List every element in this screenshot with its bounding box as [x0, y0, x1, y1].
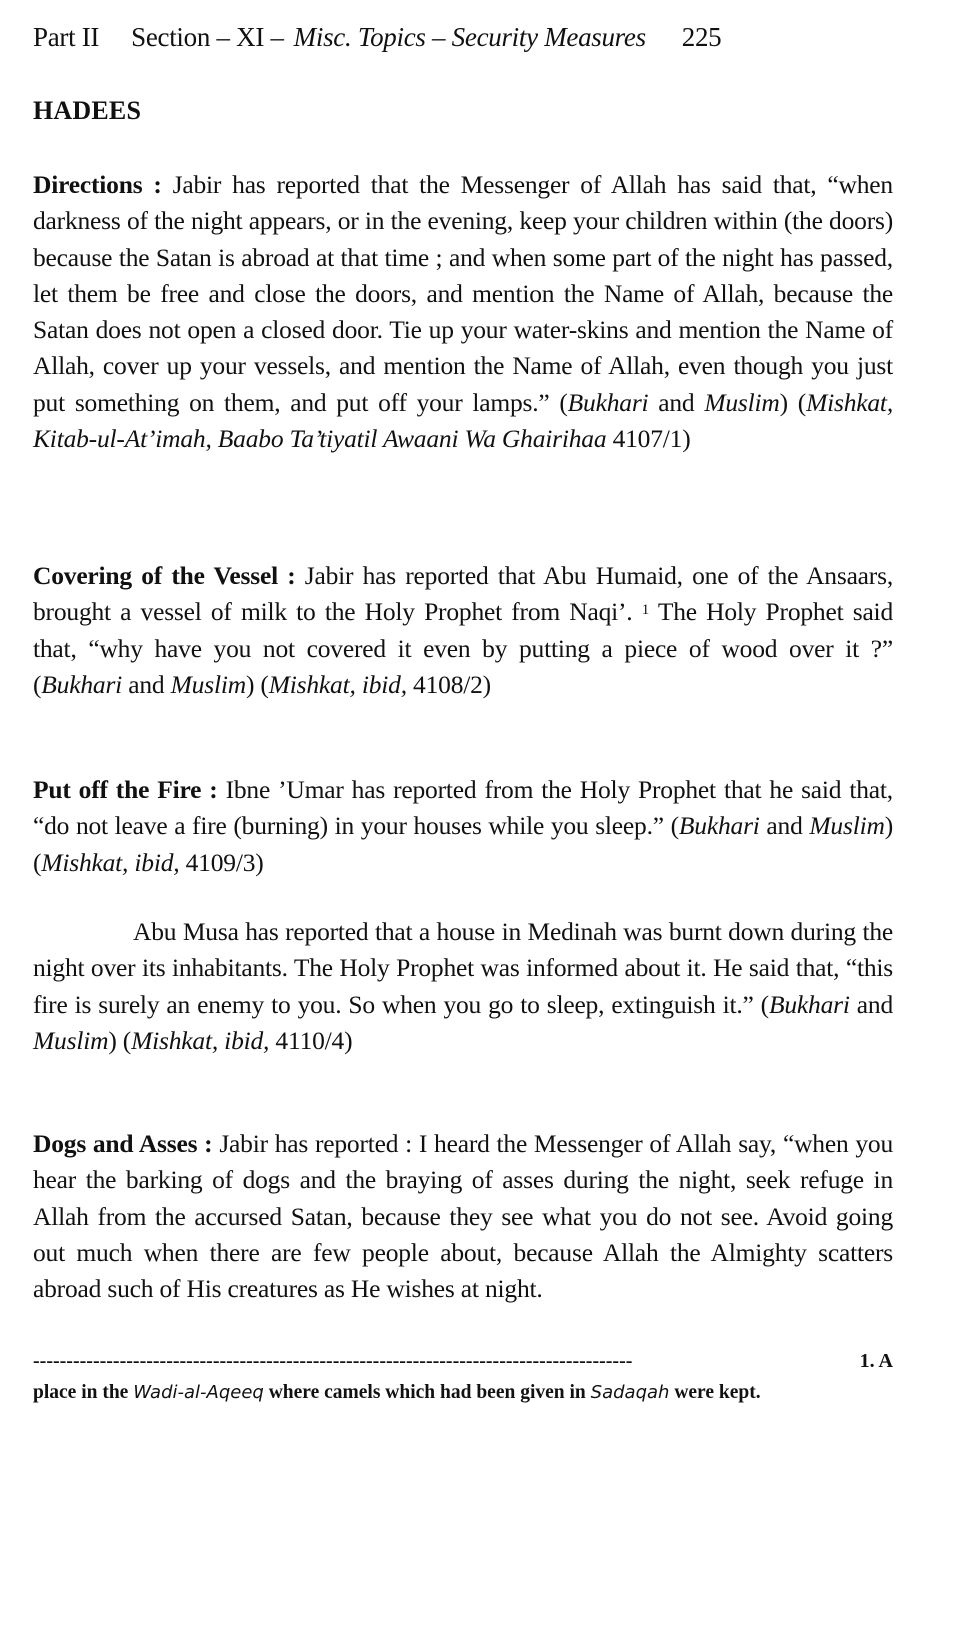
paragraph-put-off-fire	[33, 772, 893, 881]
paragraph-title: Put off the Fire :	[33, 775, 218, 804]
paragraph-text: Abu Musa has reported that a house in Medinah was burnt down during the night over its inhabitants. The Holy Prophet was informed about it. He said that, “this fire is surely an enemy to you. So when you go to sleep, extinguish it.” (	[33, 917, 893, 1019]
citation-punct: ) (	[779, 387, 807, 417]
paragraph-text: Jabir has reported : I heard the Messenger of Allah say, “when you hear the barking of dogs and the braying of asses during the night, seek refuge in Allah from the accursed Satan, because they see what you do not see. Avoid going out much when there are few people about, because Allah the Almighty scatters abroad such of His creatures as He wishes at night.	[33, 1129, 893, 1304]
paragraph-dogs-and-asses	[33, 1126, 893, 1307]
citation-reference: Mishkat, ibid,	[41, 847, 180, 877]
citation-number: 4108/2)	[406, 669, 491, 699]
citation-source: Muslim	[33, 1025, 109, 1055]
paragraph-text: Ibne ’Umar has reported from the Holy Prophet that he said that, “do not leave a fire (burning) in your houses while you sleep.” (	[33, 775, 893, 841]
citation-source: Muslim	[809, 811, 885, 841]
running-head-topic: Misc. Topics – Security Measures	[293, 22, 646, 52]
citation-punct: ) (	[33, 811, 893, 877]
citation-number: 4109/3)	[179, 847, 264, 877]
citation-joiner: and	[122, 669, 171, 699]
citation-source: Muslim	[170, 669, 246, 699]
paragraph-covering-vessel	[33, 558, 893, 703]
paragraph-directions	[33, 167, 893, 457]
citation-joiner: and	[759, 811, 810, 841]
citation-source: Muslim	[704, 387, 780, 417]
footnote-segment: place in the	[33, 1382, 134, 1403]
footnote-segment: where camels which had been given in	[263, 1382, 591, 1403]
citation-source: Bukhari	[678, 811, 760, 841]
citation-joiner: and	[849, 989, 893, 1019]
paragraph-abu-musa	[33, 914, 893, 1059]
citation-reference: Mishkat, ibid,	[131, 1025, 270, 1055]
footnote-term: Sadaqah	[590, 1382, 670, 1403]
running-head-part: Part II	[33, 22, 100, 52]
paragraph-title: Dogs and Asses :	[33, 1129, 213, 1158]
citation-source: Bukhari	[567, 387, 649, 417]
citation-number: 4107/1)	[606, 424, 691, 454]
section-heading: HADEES	[33, 96, 142, 125]
paragraph-text: The Holy Prophet said that, “why have you not covered it even by putting a piece of wood over it ?” (	[33, 597, 893, 699]
page-number: 225	[681, 22, 722, 52]
running-head-section: Section – XI –	[131, 22, 284, 52]
footnote-text	[33, 1378, 893, 1407]
citation-joiner: and	[648, 387, 705, 417]
paragraph-text: Jabir has reported that the Messenger of Allah has said that, “when darkness of the night appears, or in the evening, keep your children within (the doors) because the Satan is abroad at that time ; and when some part of the night has passed, let them be free and close the doors, and mention the Name of Allah, because the Satan does not open a closed door. Tie up your water-skins and mention the Name of Allah, cover up your vessels, and mention the Name of Allah, even though you just put something on them, and put off your lamps.” (	[33, 170, 893, 417]
footnote-place: Wadi-al-Aqeeq	[133, 1382, 264, 1403]
paragraph-title: Covering of the Vessel :	[33, 561, 296, 590]
citation-number: 4110/4)	[269, 1025, 353, 1055]
citation-source: Bukhari	[768, 989, 850, 1019]
footnote-marker: 1	[641, 602, 650, 619]
citation-punct: ) (	[245, 669, 269, 699]
citation-source: Bukhari	[41, 669, 123, 699]
citation-reference: Mishkat, Kitab-ul-At’imah, Baabo Ta’tiyatil Awaani Wa Ghairihaa	[33, 387, 893, 454]
citation-punct: ) (	[108, 1025, 132, 1055]
running-head	[33, 22, 893, 53]
paragraph-text: Jabir has reported that Abu Humaid, one of the Ansaars, brought a vessel of milk to the Holy Prophet from Naqi’.	[33, 561, 893, 627]
footnote-rule-dashes: ------------------------------------------------------------------------------------------	[33, 1350, 633, 1372]
paragraph-title: Directions :	[33, 170, 162, 199]
footnote-segment: were kept.	[669, 1382, 761, 1403]
citation-reference: Mishkat, ibid,	[268, 669, 407, 699]
footnote-separator	[33, 1350, 893, 1373]
footnote-number: 1. A	[859, 1350, 893, 1372]
